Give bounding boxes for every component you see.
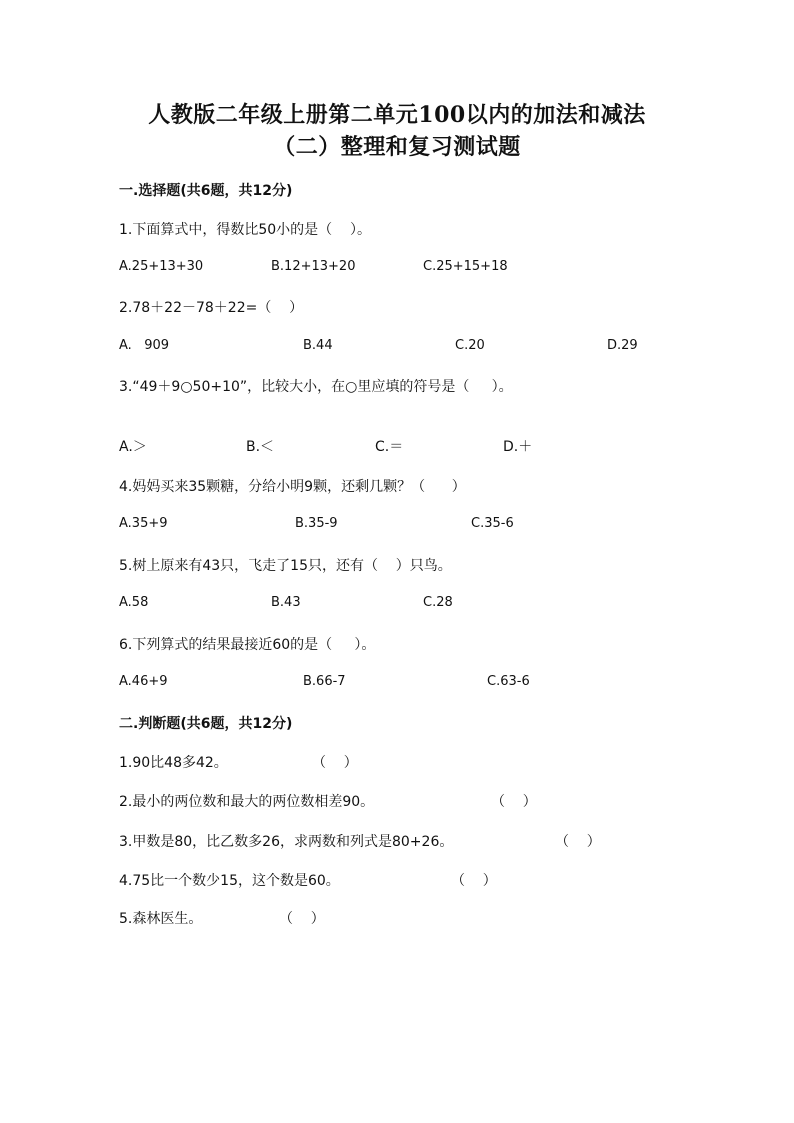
page-title-line1: 人教版二年级上册第二单元100以内的加法和减法 — [148, 102, 646, 128]
question-2-option-c: C.20 — [455, 338, 485, 353]
section2-header: 二.判断题(共6题，共12分) — [119, 716, 293, 732]
question-4-option-c: C.35-6 — [471, 516, 514, 531]
question-1-stem: 1.下面算式中，得数比50小的是（ ）。 — [119, 222, 371, 238]
question-6-option-c: C.63-6 — [487, 674, 530, 689]
judge-2-text: 2.最小的两位数和最大的两位数相差90。 — [119, 794, 375, 810]
question-6-option-b: B.66-7 — [303, 674, 346, 689]
judge-1-blank: （ ） — [312, 755, 358, 771]
question-3-option-b: B.＜ — [246, 439, 275, 455]
question-2-stem: 2.78＋22－78＋22=（ ） — [119, 300, 304, 316]
question-2-option-b: B.44 — [303, 338, 333, 353]
judge-4-blank: （ ） — [451, 873, 497, 889]
question-1-option-c: C.25+15+18 — [423, 259, 508, 274]
question-1-option-b: B.12+13+20 — [271, 259, 356, 274]
question-4-stem: 4.妈妈买来35颗糖，分给小明9颗，还剩几颗？（ ） — [119, 479, 466, 495]
judge-4-text: 4.75比一个数少15，这个数是60。 — [119, 873, 340, 889]
question-1-option-a: A.25+13+30 — [119, 259, 204, 274]
judge-5-text: 5.森林医生。 — [119, 911, 203, 927]
judge-3-blank: （ ） — [555, 834, 601, 850]
page-title-line2: （二）整理和复习测试题 — [273, 134, 521, 160]
question-3-option-a: A.＞ — [119, 439, 147, 455]
judge-5-blank: （ ） — [279, 911, 325, 927]
question-5-stem: 5.树上原来有43只，飞走了15只，还有（ ）只鸟。 — [119, 558, 452, 574]
question-6-option-a: A.46+9 — [119, 674, 168, 689]
question-3-stem: 3.“49＋9○50+10”，比较大小，在○里应填的符号是（ ）。 — [119, 379, 513, 395]
question-4-option-a: A.35+9 — [119, 516, 168, 531]
question-5-option-a: A.58 — [119, 595, 149, 610]
judge-1-text: 1.90比48多42。 — [119, 755, 228, 771]
question-6-stem: 6.下列算式的结果最接近60的是（ ）。 — [119, 637, 376, 653]
question-3-option-d: D.＋ — [503, 439, 533, 455]
question-2-option-a: A. 909 — [119, 338, 170, 353]
question-2-option-d: D.29 — [607, 338, 638, 353]
judge-3-text: 3.甲数是80，比乙数多26，求两数和列式是80+26。 — [119, 834, 454, 850]
section1-header: 一.选择题(共6题，共12分) — [119, 183, 293, 199]
question-4-option-b: B.35-9 — [295, 516, 338, 531]
question-5-option-c: C.28 — [423, 595, 453, 610]
question-5-option-b: B.43 — [271, 595, 301, 610]
question-3-option-c: C.＝ — [375, 439, 404, 455]
judge-2-blank: （ ） — [491, 794, 537, 810]
